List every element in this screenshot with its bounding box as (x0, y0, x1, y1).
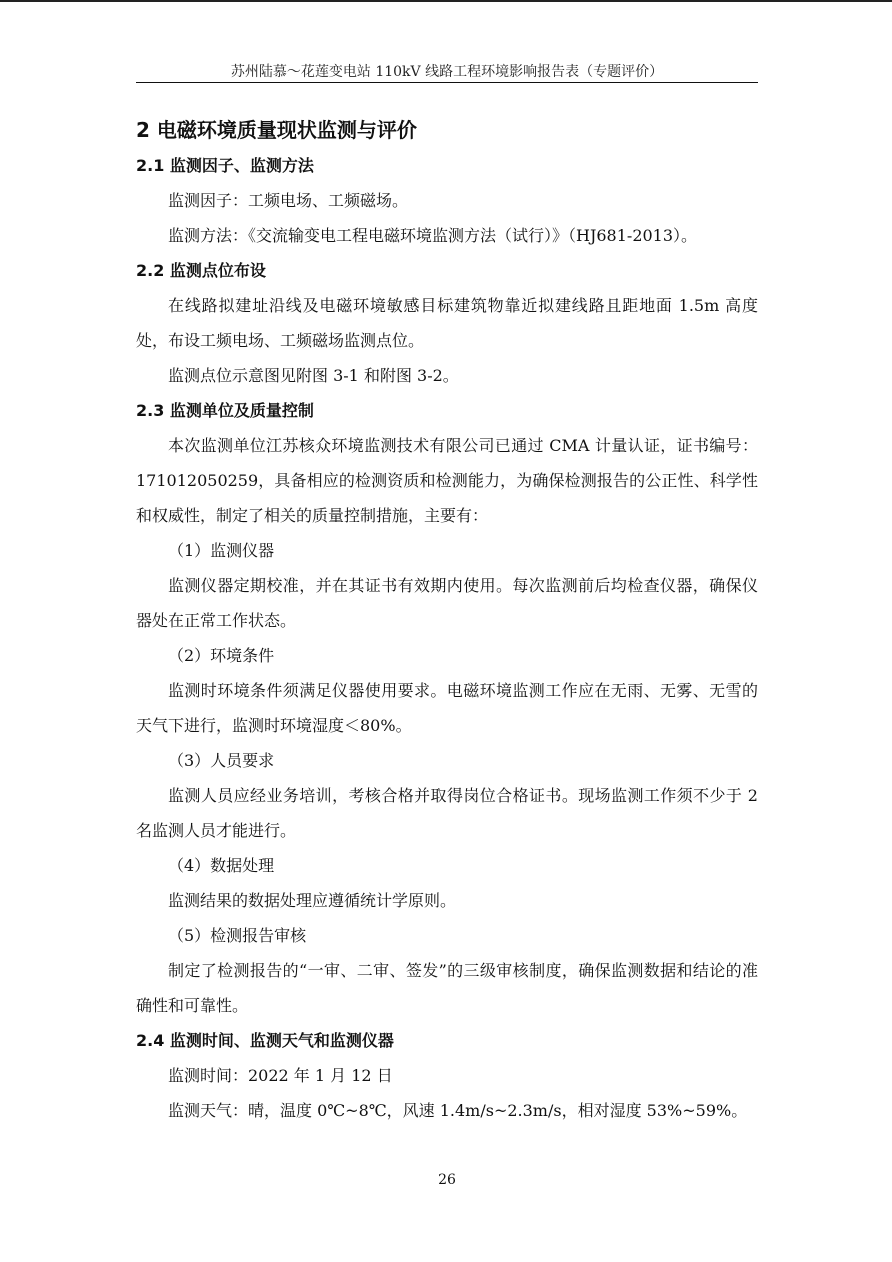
qc-item-title: （3）人员要求 (168, 751, 275, 770)
header-rule (136, 82, 758, 83)
qc-item-title: （2）环境条件 (168, 646, 275, 665)
section-2-4-heading: 2.4 监测时间、监测天气和监测仪器 (136, 1031, 394, 1050)
section-2-3-heading: 2.3 监测单位及质量控制 (136, 401, 314, 420)
qc-item-text: 监测时环境条件须满足仪器使用要求。电磁环境监测工作应在无雨、无雾、无雪的天气下进行，监测时环境湿度＜80%。 (136, 681, 758, 735)
page-top-border (0, 0, 892, 2)
monitoring-weather-text: 监测天气：晴，温度 0℃~8℃，风速 1.4m/s~2.3m/s，相对湿度 53%~59%。 (168, 1101, 748, 1120)
monitoring-factor-text: 监测因子：工频电场、工频磁场。 (168, 191, 409, 210)
section-2-1-heading: 2.1 监测因子、监测方法 (136, 156, 314, 175)
qc-item-text: 制定了检测报告的“一审、二审、签发”的三级审核制度，确保监测数据和结论的准确性和可靠性。 (136, 961, 758, 1015)
point-layout-paragraph: 在线路拟建址沿线及电磁环境敏感目标建筑物靠近拟建线路且距地面 1.5m 高度处，布设工频电场、工频磁场监测点位。 (136, 296, 758, 350)
running-header: 苏州陆慕～花莲变电站 110kV 线路工程环境影响报告表（专题评价） (230, 64, 664, 80)
monitoring-unit-paragraph: 本次监测单位江苏核众环境监测技术有限公司已通过 CMA 计量认证，证书编号：171012050259，具备相应的检测资质和检测能力，为确保检测报告的公正性、科学性和权威性，制定了相关的质量控制措施，主要有： (136, 436, 758, 525)
qc-item-text: 监测结果的数据处理应遵循统计学原则。 (168, 891, 457, 910)
qc-item-title: （4）数据处理 (168, 856, 275, 875)
document-body (136, 112, 758, 1128)
qc-item-text: 监测人员应经业务培训，考核合格并取得岗位合格证书。现场监测工作须不少于 2 名监测人员才能进行。 (136, 786, 758, 840)
qc-item-title: （1）监测仪器 (168, 541, 275, 560)
section-2-heading: 2 电磁环境质量现状监测与评价 (136, 118, 417, 142)
monitoring-method-text: 监测方法：《交流输变电工程电磁环境监测方法（试行）》（HJ681-2013）。 (168, 226, 698, 245)
point-diagram-reference: 监测点位示意图见附图 3-1 和附图 3-2。 (168, 366, 459, 385)
section-2-2-heading: 2.2 监测点位布设 (136, 261, 266, 280)
qc-item-title: （5）检测报告审核 (168, 926, 307, 945)
monitoring-time-text: 监测时间：2022 年 1 月 12 日 (168, 1066, 393, 1085)
qc-item-text: 监测仪器定期校准，并在其证书有效期内使用。每次监测前后均检查仪器，确保仪器处在正常工作状态。 (136, 576, 758, 630)
page-number: 26 (438, 1172, 456, 1188)
